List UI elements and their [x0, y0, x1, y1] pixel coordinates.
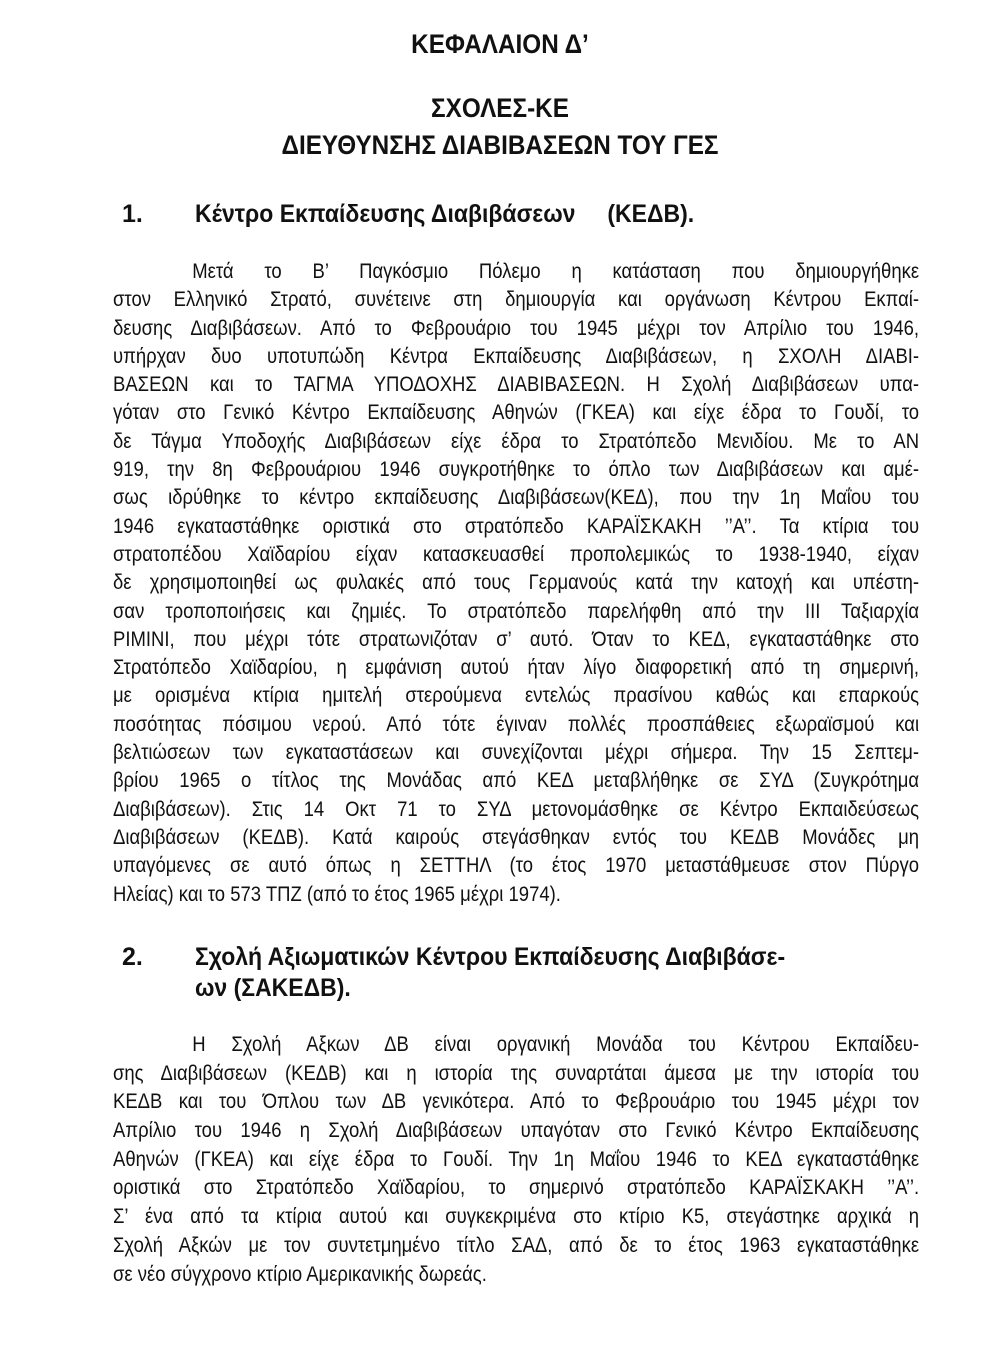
text-line: ποσότητας πόσιμου νερού. Από τότε έγιναν πολλές προσπάθειες εξωραϊσμού και [113, 712, 920, 736]
text-line: βρίου 1965 ο τίτλος της Μονάδας από ΚΕΔ μεταβλήθηκε σε ΣΥΔ (Συγκρότημα [113, 769, 920, 793]
text-line: δε χρησιμοποιηθεί ως φυλακές από τους Γερμανούς κατά την κατοχή και υπέστη- [113, 571, 920, 595]
section-2-body [113, 1031, 919, 1289]
text-line: βελτιώσεων των εγκαταστάσεων και συνεχίζονται μέχρι σήμερα. Την 15 Σεπτεμ- [113, 741, 920, 765]
text-line: Διαβιβάσεων (ΚΕΔΒ). Κατά καιρούς στεγάσθηκαν εντός του ΚΕΔΒ Μονάδες μη [113, 825, 920, 849]
text-line: ΡΙΜΙΝΙ, που μέχρι τότε στρατωνιζόταν σ’ αυτό. Όταν το ΚΕΔ, εγκαταστάθηκε στο [113, 627, 920, 651]
text-line: Αθηνών (ΓΚΕΑ) και είχε έδρα το Γουδί. Την 1η Μαΐου 1946 το ΚΕΔ εγκαταστάθηκε [113, 1147, 920, 1171]
text-line: Ηλείας) και το 573 ΤΠΖ (από το έτος 1965 μέχρι 1974). [113, 882, 561, 906]
text-line: Στρατόπεδο Χαϊδαρίου, η εμφάνιση αυτού ήταν λίγο διαφορετική από τη σημερινή, [113, 656, 920, 680]
text-line: ΒΑΣΕΩΝ και το ΤΑΓΜΑ ΥΠΟΔΟΧΗΣ ΔΙΑΒΙΒΑΣΕΩΝ. Η Σχολή Διαβιβάσεων υπα- [113, 373, 920, 397]
text-line: Μετά το Β’ Παγκόσμιο Πόλεμο η κατάσταση που δημιουργήθηκε [192, 260, 920, 283]
text-line: σε νέο σύγχρονο κτίριο Αμερικανικής δωρεάς. [113, 1262, 487, 1286]
section-title-continued: ων (ΣΑΚΕΔΒ). [195, 974, 351, 1002]
text-line: σης Διαβιβάσεων (ΚΕΔΒ) και η ιστορία της συναρτάται άμεσα με την ιστορία του [113, 1061, 920, 1085]
text-line: στον Ελληνικό Στρατό, συνέτεινε στη δημιουργία και οργάνωση Κέντρου Εκπαί- [113, 288, 920, 312]
text-line: υπήρχαν δυο υποτυπώδη Κέντρα Εκπαίδευσης Διαβιβάσεων, η ΣΧΟΛΗ ΔΙΑΒΙ- [113, 344, 920, 368]
text-line: σαν τροποποιήσεις και ζημιές. Το στρατόπεδο παρελήφθη από την ΙΙΙ Ταξιαρχία [113, 599, 920, 623]
text-line: σως ιδρύθηκε το κέντρο εκπαίδευσης Διαβιβάσεων(ΚΕΔ), που την 1η Μαΐου του [113, 486, 920, 510]
text-line: γόταν στο Γενικό Κέντρο Εκπαίδευσης Αθηνών (ΓΚΕΑ) και είχε έδρα το Γουδί, το [113, 401, 920, 425]
text-line: Η Σχολή Αξκων ΔΒ είναι οργανική Μονάδα του Κέντρου Εκπαίδευ- [192, 1033, 920, 1056]
document-title-line2: ΔΙΕΥΘΥΝΣΗΣ ΔΙΑΒΙΒΑΣΕΩΝ ΤΟΥ ΓΕΣ [281, 130, 719, 160]
chapter-title: ΚΕΦΑΛΑΙΟΝ Δ’ [411, 29, 589, 59]
text-line: στρατοπέδου Χαϊδαρίου είχαν κατασκευασθεί προπολεμικώς το 1938-1940, είχαν [113, 542, 920, 566]
section-title: Σχολή Αξιωματικών Κέντρου Εκπαίδευσης Διαβιβάσε- [195, 943, 786, 971]
text-line: Διαβιβάσεων). Στις 14 Οκτ 71 το ΣΥΔ μετονομάσθηκε σε Κέντρο Εκπαιδεύσεως [113, 797, 920, 821]
section-1-body [113, 258, 919, 909]
text-line: 1946 εγκαταστάθηκε οριστικά στο στρατόπεδο ΚΑΡΑΪΣΚΑΚΗ ’’Α’’. Τα κτίρια του [113, 514, 920, 538]
text-line: δευσης Διαβιβάσεων. Από το Φεβρουάριο του 1945 μέχρι τον Απρίλιο του 1946, [113, 316, 920, 340]
text-line: δε Τάγμα Υποδοχής Διαβιβάσεων είχε έδρα το Στρατόπεδο Μενιδίου. Με το ΑΝ [113, 429, 920, 453]
section-number: 2. [122, 943, 143, 971]
text-line: Απρίλιο του 1946 η Σχολή Διαβιβάσεων υπαγόταν στο Γενικό Κέντρο Εκπαίδευσης [113, 1119, 920, 1143]
text-line: 919, την 8η Φεβρουάριου 1946 συγκροτήθηκε το όπλο των Διαβιβάσεων και αμέ- [113, 458, 920, 482]
section-number: 1. [122, 200, 143, 228]
document-title-line1: ΣΧΟΛΕΣ-ΚΕ [431, 93, 569, 123]
text-line: με ορισμένα κτίρια ημιτελή στερούμενα εντελώς πρασίνου καθώς και επαρκούς [113, 684, 920, 708]
section-title: Κέντρο Εκπαίδευσης Διαβιβάσεων (ΚΕΔΒ). [195, 200, 695, 228]
text-line: ΚΕΔΒ και του Όπλου των ΔΒ γενικότερα. Από το Φεβρουάριο του 1945 μέχρι τον [113, 1090, 920, 1114]
text-line: Σ’ ένα από τα κτίρια αυτού και συγκεκριμένα στο κτίριο Κ5, στεγάστηκε αρχικά η [113, 1205, 920, 1229]
text-line: οριστικά στο Στρατόπεδο Χαϊδαρίου, το σημερινό στρατόπεδο ΚΑΡΑΪΣΚΑΚΗ ’’Α’’. [113, 1176, 920, 1200]
text-line: Σχολή Αξκών με τον συντετμημένο τίτλο ΣΑΔ, από δε το έτος 1963 εγκαταστάθηκε [113, 1233, 920, 1257]
text-line: υπαγόμενες σε αυτό όπως η ΣΕΤΤΗΛ (το έτος 1970 μεταστάθμευσε στον Πύργο [113, 854, 920, 878]
